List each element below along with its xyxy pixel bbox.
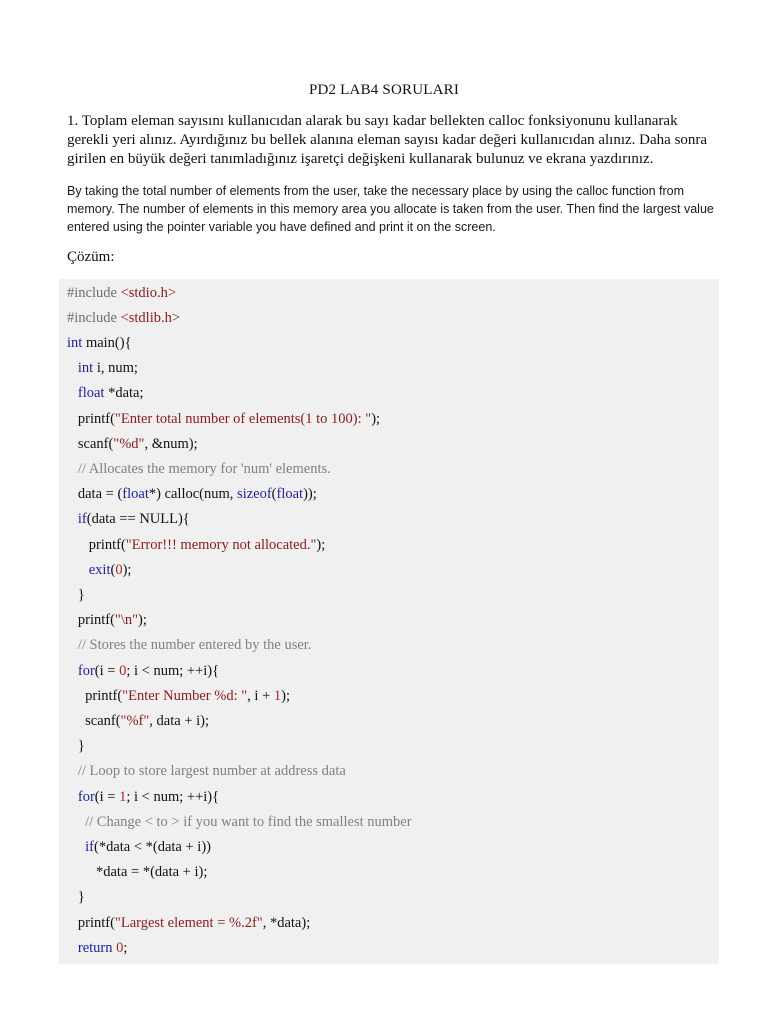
code-token [67,839,85,855]
code-token: "Largest element = %.2f" [114,914,263,931]
code-token: ; [123,939,128,956]
code-line [67,684,290,709]
code-token: , *data); [262,914,311,931]
code-line [67,785,219,810]
code-token: ); [138,612,147,629]
code-token: for [77,788,95,805]
code-token: 1 [273,687,282,704]
code-line [67,633,311,658]
code-line [67,306,180,331]
code-token: )); [303,486,317,503]
code-token: ); [122,561,132,578]
code-token: printf( [67,536,126,553]
code-token: 1 [119,788,127,805]
solution-label: Çözüm: [67,249,115,265]
code-token: (i = [94,662,120,679]
code-line [67,759,346,784]
code-line [67,734,85,759]
code-token [67,360,78,376]
code-line [67,457,331,482]
code-line [67,885,85,910]
code-line [67,432,198,457]
code-block [59,279,719,964]
code-token: #include [67,284,121,301]
code-token: return [77,939,113,956]
code-line [67,507,190,532]
code-token: data = ( [67,486,123,503]
code-token: "Error!!! memory not allocated." [125,536,317,553]
code-token: } [67,738,85,755]
code-line [67,558,131,583]
code-line [67,356,138,381]
code-line [67,482,317,507]
code-line [67,911,310,936]
code-token: ); [281,687,290,704]
code-token: 0 [116,939,124,956]
code-token: *data = *(data + i); [67,864,208,881]
code-line [67,331,132,356]
code-token: float [122,486,149,503]
code-token: ( [271,486,277,503]
code-token: <stdio.h> [120,284,176,301]
code-token [67,637,78,653]
code-token: float [77,385,105,402]
code-token: } [67,586,85,603]
code-token: printf( [67,410,115,427]
code-token [67,789,78,805]
code-token: *) calloc(num, [148,486,238,503]
code-token: ); [316,536,326,553]
code-line [67,608,147,633]
code-line [67,936,127,961]
code-token: int [67,334,86,351]
question-turkish: 1. Toplam eleman sayısını kullanıcıdan alarak bu sayı kadar bellekten calloc fonksiyonunu kullanarak gerekli yeri alınız. Ayırdığınız bu bellek alanına eleman sayısı kadar değeri kullanıcıdan alınız. Daha sonra girilen en büyük değeri tanımladığınız işaretçi değişkeni kullanarak bulunuz ve ekrana yazdırınız. [67,113,708,167]
code-token: , &num); [144,435,198,452]
code-token: scanf( [67,712,121,729]
code-token: } [67,889,85,906]
code-token: , data + i); [149,712,210,729]
code-token: (*data < *(data + i)) [93,838,211,855]
code-token: // Allocates the memory for 'num' elements. [77,460,331,477]
code-token: sizeof [237,486,272,503]
code-token: "%f" [120,712,150,729]
code-token: ; i < num; ++i){ [126,662,220,679]
code-token: printf( [67,687,123,704]
code-token: i, num; [96,360,138,377]
code-token: // Stores the number entered by the user. [77,637,312,654]
code-token: (i = [94,788,120,805]
code-token: ; i < num; ++i){ [126,788,220,805]
code-line [67,381,144,406]
code-token: "Enter Number %d: " [122,687,248,704]
code-line [67,281,176,306]
page-title: PD2 LAB4 SORULARI [308,82,460,98]
code-token [67,763,78,779]
code-token [67,814,85,830]
code-token: ( [110,561,116,578]
code-token: if [77,511,87,528]
code-token [67,663,78,679]
code-token: #include [67,309,121,326]
code-token: "Enter total number of elements(1 to 100): " [114,410,372,427]
code-line [67,860,207,885]
code-token: exit [88,561,111,578]
code-token [67,562,89,578]
code-line [67,407,380,432]
code-token [67,385,78,401]
code-line [67,659,219,684]
code-token: for [77,662,95,679]
code-token [67,461,78,477]
code-token: printf( [67,612,115,629]
code-token: float [276,486,304,503]
code-token: printf( [67,914,115,931]
code-token: // Change < to > if you want to find the smallest number [85,813,412,830]
code-line [67,810,412,835]
code-token: if [85,838,94,855]
code-token: scanf( [67,435,114,452]
code-line [67,709,209,734]
code-token: ); [371,410,381,427]
code-token: main(){ [85,334,132,351]
code-line [67,835,211,860]
code-token: *data; [104,385,144,402]
code-line [67,533,325,558]
code-token: , i + [247,687,274,704]
code-line [67,583,85,608]
code-token: "%d" [113,435,145,452]
code-token: 0 [119,662,127,679]
code-token [67,511,78,527]
code-token: // Loop to store largest number at address data [77,763,346,780]
code-token [67,940,78,956]
code-token: 0 [115,561,123,578]
code-token: int [77,360,97,377]
code-token: "\n" [114,612,139,629]
code-token: (data == NULL){ [86,511,190,528]
code-token: <stdlib.h> [120,309,181,326]
question-english: By taking the total number of elements from the user, take the necessary place by using the calloc function from memory. The number of elements in this memory area you allocate is taken from the user. Then find the largest value entered using the pointer variable you have defined and print it on the screen. [67,184,714,234]
